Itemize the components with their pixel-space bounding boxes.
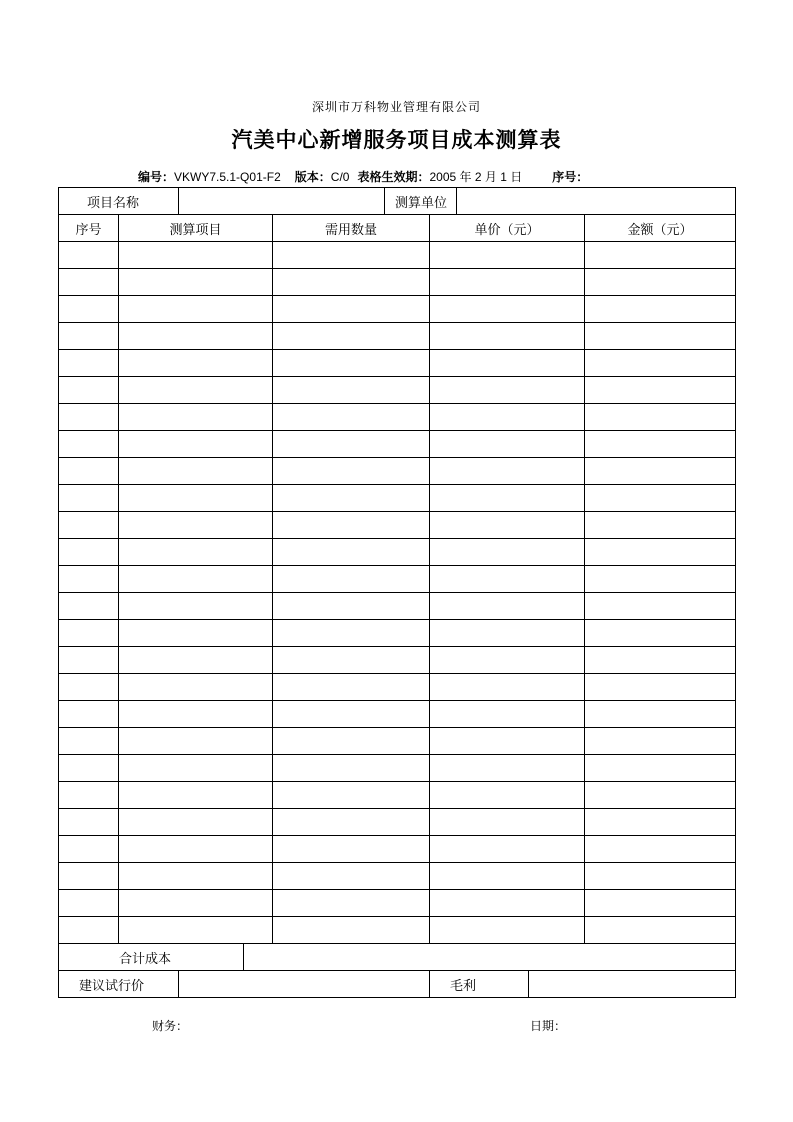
table-row [59,350,736,377]
seq-cell[interactable] [59,350,119,377]
unit-price-cell[interactable] [430,863,585,890]
seq-cell[interactable] [59,728,119,755]
project-row [59,188,736,215]
table-row [59,701,736,728]
seq-cell[interactable] [59,809,119,836]
seq-cell[interactable] [59,647,119,674]
unit-price-cell[interactable] [430,674,585,701]
gross-profit-field[interactable] [529,971,736,998]
unit-price-cell[interactable] [430,377,585,404]
amount-cell[interactable] [585,809,736,836]
unit-price-cell[interactable] [430,512,585,539]
header-row [59,215,736,242]
header-item: 测算项目 [119,215,273,242]
table-row [59,323,736,350]
item-cell[interactable] [119,404,273,431]
code-label: 编号 [138,170,163,184]
item-cell[interactable] [119,485,273,512]
suggested-price-field[interactable] [179,971,430,998]
table-row [59,782,736,809]
seq-cell[interactable] [59,566,119,593]
amount-cell[interactable] [585,755,736,782]
finance-signature: 财务： [152,1019,189,1033]
item-cell[interactable] [119,269,273,296]
seq-cell[interactable] [59,458,119,485]
item-cell[interactable] [119,917,273,944]
unit-price-cell[interactable] [430,890,585,917]
quantity-cell[interactable] [273,242,430,269]
unit-price-cell[interactable] [430,269,585,296]
seq-cell[interactable] [59,620,119,647]
item-cell[interactable] [119,890,273,917]
quantity-cell[interactable] [273,593,430,620]
quantity-cell[interactable] [273,350,430,377]
quantity-cell[interactable] [273,620,430,647]
amount-cell[interactable] [585,863,736,890]
amount-cell[interactable] [585,431,736,458]
table-row [59,809,736,836]
unit-price-cell[interactable] [430,836,585,863]
table-row [59,566,736,593]
quantity-cell[interactable] [273,755,430,782]
quantity-cell[interactable] [273,377,430,404]
item-cell[interactable] [119,323,273,350]
quantity-cell[interactable] [273,431,430,458]
unit-price-cell[interactable] [430,323,585,350]
estimating-unit-label: 测算单位 [385,188,457,215]
amount-cell[interactable] [585,539,736,566]
seq-cell[interactable] [59,863,119,890]
item-cell[interactable] [119,539,273,566]
quantity-cell[interactable] [273,674,430,701]
unit-price-cell[interactable] [430,350,585,377]
gross-profit-label: 毛利 [430,971,529,998]
quantity-cell[interactable] [273,539,430,566]
quantity-cell[interactable] [273,863,430,890]
amount-cell[interactable] [585,782,736,809]
effective-date-value: 2005 年 2 月 1 日 [429,170,523,184]
amount-cell[interactable] [585,566,736,593]
quantity-cell[interactable] [273,323,430,350]
item-cell[interactable] [119,755,273,782]
seq-cell[interactable] [59,404,119,431]
item-cell[interactable] [119,458,273,485]
quantity-cell[interactable] [273,890,430,917]
item-cell[interactable] [119,566,273,593]
table-row [59,620,736,647]
header-seq: 序号 [59,215,119,242]
item-cell[interactable] [119,647,273,674]
quantity-cell[interactable] [273,512,430,539]
table-row [59,458,736,485]
unit-price-cell[interactable] [430,296,585,323]
amount-cell[interactable] [585,458,736,485]
quantity-cell[interactable] [273,296,430,323]
item-cell[interactable] [119,863,273,890]
table-row [59,755,736,782]
seq-cell[interactable] [59,836,119,863]
seq-cell[interactable] [59,296,119,323]
version-value: C/0 [330,170,350,184]
amount-cell[interactable] [585,512,736,539]
form-meta-line: 编号：VKWY7.5.1-Q01-F2 版本：C/0 表格生效期：2005 年 2 月 1 日 序号： [138,170,589,184]
amount-cell[interactable] [585,701,736,728]
amount-cell[interactable] [585,296,736,323]
total-cost-label: 合计成本 [59,944,244,971]
seq-cell[interactable] [59,377,119,404]
table-row [59,377,736,404]
date-signature: 日期： [530,1019,567,1033]
company-name: 深圳市万科物业管理有限公司 [311,100,481,114]
item-cell[interactable] [119,728,273,755]
item-cell[interactable] [119,674,273,701]
amount-cell[interactable] [585,350,736,377]
cost-estimate-table [58,187,736,998]
quantity-cell[interactable] [273,458,430,485]
seq-cell[interactable] [59,755,119,782]
amount-cell[interactable] [585,728,736,755]
table-row [59,404,736,431]
seq-cell[interactable] [59,593,119,620]
amount-cell[interactable] [585,323,736,350]
item-cell[interactable] [119,809,273,836]
amount-cell[interactable] [585,674,736,701]
table-row [59,593,736,620]
table-row [59,647,736,674]
seq-cell[interactable] [59,782,119,809]
form-title: 汽美中心新增服务项目成本测算表 [231,127,562,152]
header-unit-price: 单价（元） [430,215,585,242]
seq-cell[interactable] [59,485,119,512]
item-cell[interactable] [119,431,273,458]
unit-price-cell[interactable] [430,647,585,674]
item-cell[interactable] [119,242,273,269]
unit-price-cell[interactable] [430,485,585,512]
amount-cell[interactable] [585,242,736,269]
table-row [59,242,736,269]
quantity-cell[interactable] [273,404,430,431]
amount-cell[interactable] [585,917,736,944]
table-row [59,269,736,296]
table-row [59,512,736,539]
header-quantity: 需用数量 [273,215,430,242]
unit-price-cell[interactable] [430,458,585,485]
quantity-cell[interactable] [273,269,430,296]
suggested-price-label: 建议试行价 [59,971,179,998]
amount-cell[interactable] [585,269,736,296]
seq-cell[interactable] [59,269,119,296]
amount-cell[interactable] [585,890,736,917]
unit-price-cell[interactable] [430,728,585,755]
item-cell[interactable] [119,836,273,863]
item-cell[interactable] [119,782,273,809]
quantity-cell[interactable] [273,836,430,863]
seq-cell[interactable] [59,701,119,728]
item-cell[interactable] [119,620,273,647]
item-cell[interactable] [119,701,273,728]
project-name-field[interactable] [179,188,385,215]
unit-price-cell[interactable] [430,404,585,431]
quantity-cell[interactable] [273,647,430,674]
table-row [59,431,736,458]
table-row [59,917,736,944]
amount-cell[interactable] [585,404,736,431]
seq-cell[interactable] [59,242,119,269]
table-row [59,836,736,863]
seq-cell[interactable] [59,917,119,944]
item-cell[interactable] [119,593,273,620]
unit-price-cell[interactable] [430,539,585,566]
seq-cell[interactable] [59,539,119,566]
estimating-unit-field[interactable] [457,188,736,215]
quantity-cell[interactable] [273,728,430,755]
amount-cell[interactable] [585,377,736,404]
seq-cell[interactable] [59,512,119,539]
unit-price-cell[interactable] [430,917,585,944]
unit-price-cell[interactable] [430,782,585,809]
unit-price-cell[interactable] [430,566,585,593]
table-row [59,890,736,917]
unit-price-cell[interactable] [430,755,585,782]
amount-cell[interactable] [585,620,736,647]
item-cell[interactable] [119,512,273,539]
item-cell[interactable] [119,377,273,404]
version-label: 版本 [294,170,319,184]
effective-date-label: 表格生效期 [357,170,418,184]
table-row [59,485,736,512]
price-row [59,971,736,998]
unit-price-cell[interactable] [430,242,585,269]
total-row [59,944,736,971]
seq-cell[interactable] [59,431,119,458]
amount-cell[interactable] [585,485,736,512]
quantity-cell[interactable] [273,917,430,944]
quantity-cell[interactable] [273,485,430,512]
quantity-cell[interactable] [273,566,430,593]
table-row [59,863,736,890]
quantity-cell[interactable] [273,782,430,809]
project-name-label: 项目名称 [59,188,179,215]
seq-cell[interactable] [59,323,119,350]
table-row [59,539,736,566]
unit-price-cell[interactable] [430,593,585,620]
unit-price-cell[interactable] [430,431,585,458]
amount-cell[interactable] [585,647,736,674]
unit-price-cell[interactable] [430,620,585,647]
quantity-cell[interactable] [273,701,430,728]
table-row [59,674,736,701]
amount-cell[interactable] [585,593,736,620]
seq-cell[interactable] [59,890,119,917]
code-value: VKWY7.5.1-Q01-F2 [174,170,281,184]
amount-cell[interactable] [585,836,736,863]
total-cost-field[interactable] [244,944,736,971]
table-row [59,728,736,755]
sequence-label: 序号 [552,170,577,184]
item-cell[interactable] [119,296,273,323]
table-row [59,296,736,323]
unit-price-cell[interactable] [430,701,585,728]
unit-price-cell[interactable] [430,809,585,836]
header-amount: 金额（元） [585,215,736,242]
seq-cell[interactable] [59,674,119,701]
item-cell[interactable] [119,350,273,377]
quantity-cell[interactable] [273,809,430,836]
